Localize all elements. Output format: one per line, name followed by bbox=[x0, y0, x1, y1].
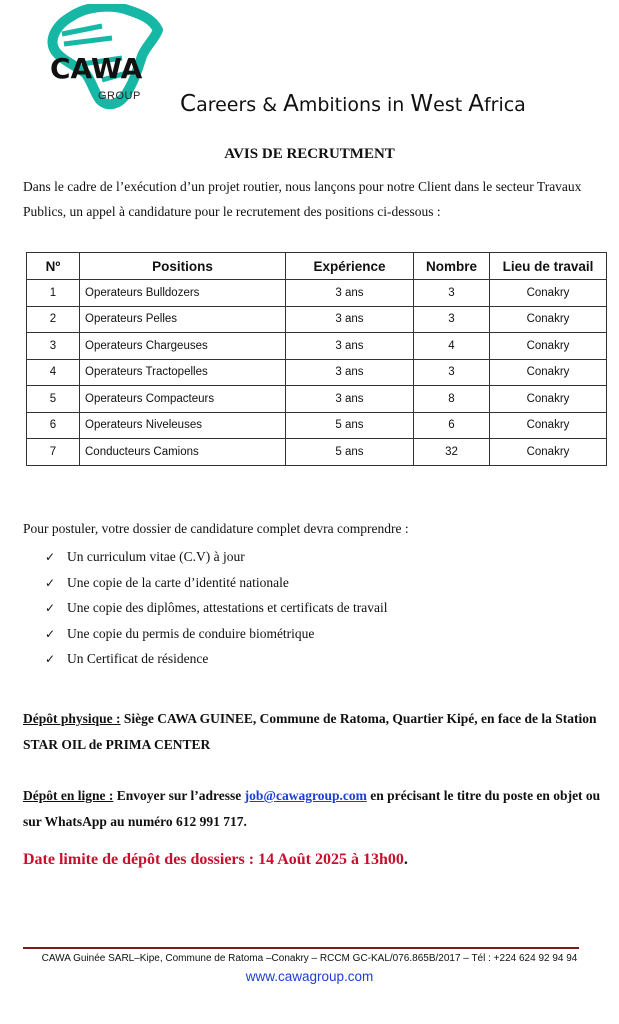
checkmark-icon: ✓ bbox=[45, 601, 56, 615]
logo-subtitle: GROUP bbox=[98, 90, 141, 102]
table-cell: 3 ans bbox=[286, 306, 414, 333]
table-cell: 3 ans bbox=[286, 333, 414, 360]
physical-deposit-label: Dépôt physique : bbox=[23, 711, 121, 726]
physical-deposit-text: Siège CAWA GUINEE, Commune de Ratoma, Quartier Kipé, en face de la Station STAR OIL de PRIMA CENTER bbox=[23, 711, 597, 752]
table-cell: Conakry bbox=[490, 439, 607, 466]
list-item-text: Une copie de la carte d’identité nationale bbox=[67, 574, 289, 590]
list-item bbox=[45, 621, 388, 647]
tagline-cap: A bbox=[283, 91, 299, 117]
tagline-rest: areers & bbox=[196, 94, 284, 116]
list-item bbox=[45, 595, 388, 621]
table-cell: 4 bbox=[414, 333, 490, 360]
list-item-text: Un Certificat de résidence bbox=[67, 651, 209, 666]
intro-paragraph: Dans le cadre de l’exécution d’un projet routier, nous lançons pour notre Client dans le secteur Travaux Publics, un appel à candidature pour le recrutement des positions ci-dessous : bbox=[23, 179, 582, 219]
table-row bbox=[27, 359, 607, 386]
table-cell: Operateurs Compacteurs bbox=[80, 386, 286, 413]
checkmark-icon: ✓ bbox=[45, 575, 56, 590]
table-cell: 3 ans bbox=[286, 280, 414, 307]
table-row bbox=[27, 306, 607, 333]
checkmark-icon: ✓ bbox=[45, 626, 56, 641]
tagline-cap: A bbox=[468, 91, 484, 117]
column-header: Positions bbox=[80, 253, 286, 280]
footer-address: CAWA Guinée SARL–Kipe, Commune de Ratoma –Conakry – RCCM GC-KAL/076.865B/2017 – Tél : +224 624 92 94 94 bbox=[41, 953, 578, 964]
list-item-text: Une copie des diplômes, attestations et certificats de travail bbox=[67, 600, 388, 615]
table-row bbox=[27, 333, 607, 360]
table-cell: 3 ans bbox=[286, 386, 414, 413]
online-deposit bbox=[23, 783, 608, 835]
checkmark-icon: ✓ bbox=[45, 652, 56, 666]
application-intro: Pour postuler, votre dossier de candidature complet devra comprendre : bbox=[23, 521, 409, 536]
page-title: AVIS DE RECRUTMENT bbox=[224, 146, 395, 162]
column-header: Lieu de travail bbox=[490, 253, 607, 280]
deadline-notice bbox=[23, 851, 408, 869]
online-deposit-text: en précisant le titre du poste en objet ou sur WhatsApp au numéro 612 991 717. bbox=[23, 788, 601, 829]
table-cell: 2 bbox=[27, 306, 80, 333]
table-cell: 3 bbox=[27, 333, 80, 360]
deadline-text: Date limite de dépôt des dossiers : 14 Août 2025 à 13h00 bbox=[23, 851, 404, 868]
footer-divider bbox=[23, 947, 579, 949]
table-cell: 7 bbox=[27, 439, 80, 466]
list-item bbox=[45, 570, 388, 596]
table-cell: Operateurs Bulldozers bbox=[80, 280, 286, 307]
logo-wordmark: CAWA bbox=[50, 52, 143, 85]
column-header: Nº bbox=[27, 253, 80, 280]
table-cell: 32 bbox=[414, 439, 490, 466]
list-item bbox=[45, 646, 388, 672]
table-cell: 3 bbox=[414, 359, 490, 386]
checkmark-icon: ✓ bbox=[45, 550, 56, 564]
table-cell: 6 bbox=[414, 412, 490, 439]
table-row bbox=[27, 439, 607, 466]
tagline-cap: C bbox=[180, 91, 197, 117]
table-cell: 3 bbox=[414, 280, 490, 307]
table-row bbox=[27, 412, 607, 439]
table-cell: Conakry bbox=[490, 306, 607, 333]
table-header-row bbox=[27, 253, 607, 280]
table-cell: 3 ans bbox=[286, 359, 414, 386]
table-row bbox=[27, 386, 607, 413]
tagline-cap: W bbox=[410, 91, 434, 117]
table-cell: Operateurs Tractopelles bbox=[80, 359, 286, 386]
tagline-rest: mbitions in bbox=[298, 94, 411, 116]
table-cell: 5 ans bbox=[286, 439, 414, 466]
column-header: Nombre bbox=[414, 253, 490, 280]
email-link[interactable]: job@cawagroup.com bbox=[244, 788, 367, 803]
table-cell: 4 bbox=[27, 359, 80, 386]
list-item-text: Un curriculum vitae (C.V) à jour bbox=[67, 549, 245, 564]
table-cell: 8 bbox=[414, 386, 490, 413]
tagline-rest: frica bbox=[483, 94, 526, 116]
company-tagline bbox=[180, 91, 526, 117]
table-cell: 3 bbox=[414, 306, 490, 333]
table-cell: Operateurs Niveleuses bbox=[80, 412, 286, 439]
table-cell: Conakry bbox=[490, 386, 607, 413]
online-deposit-label: Dépôt en ligne : bbox=[23, 788, 114, 803]
list-item bbox=[45, 544, 388, 570]
table-cell: Conakry bbox=[490, 280, 607, 307]
table-cell: Conakry bbox=[490, 333, 607, 360]
table-cell: 5 ans bbox=[286, 412, 414, 439]
deadline-period: . bbox=[403, 851, 408, 868]
positions-table bbox=[26, 252, 607, 466]
table-cell: 6 bbox=[27, 412, 80, 439]
list-item-text: Une copie du permis de conduire biométrique bbox=[67, 625, 315, 641]
table-cell: Conducteurs Camions bbox=[80, 439, 286, 466]
column-header: Expérience bbox=[286, 253, 414, 280]
footer-website-link[interactable]: www.cawagroup.com bbox=[245, 969, 374, 984]
table-cell: 1 bbox=[27, 280, 80, 307]
table-cell: Operateurs Pelles bbox=[80, 306, 286, 333]
document-checklist bbox=[45, 544, 388, 672]
table-cell: Conakry bbox=[490, 359, 607, 386]
table-cell: Conakry bbox=[490, 412, 607, 439]
tagline-rest: est bbox=[433, 94, 469, 116]
physical-deposit bbox=[23, 706, 608, 758]
table-cell: Operateurs Chargeuses bbox=[80, 333, 286, 360]
table-row bbox=[27, 280, 607, 307]
table-cell: 5 bbox=[27, 386, 80, 413]
online-deposit-text: Envoyer sur l’adresse bbox=[113, 788, 245, 803]
